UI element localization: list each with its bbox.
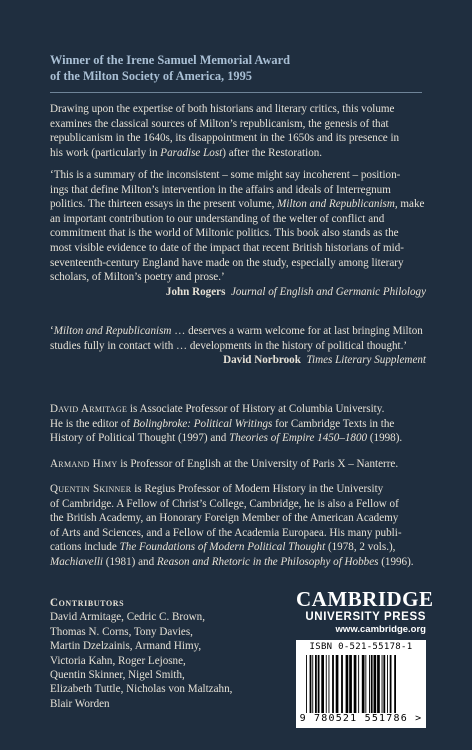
contributors-line: Thomas N. Corns, Tony Davies, — [50, 625, 193, 638]
award-line-2: of the Milton Society of America, 1995 — [50, 69, 252, 83]
reviewer-name: David Norbrook — [223, 354, 301, 367]
award-divider — [50, 92, 422, 93]
editor-name: Quentin Skinner — [50, 483, 132, 495]
review-source: Times Literary Supplement — [306, 354, 426, 367]
ean-number: 9 780521 551786 > — [299, 713, 423, 724]
barcode-panel — [296, 640, 426, 728]
contributors-list — [50, 596, 280, 711]
contributors-line: David Armitage, Cedric C. Brown, — [50, 611, 205, 624]
contributors-line: Blair Worden — [50, 697, 110, 710]
addon-marker: > — [415, 713, 423, 724]
editor-bio-himy: Armand Himy is Professor of English at the University of Paris X – Nanterre. — [50, 458, 399, 470]
editor-bio-armitage: David Armitage is Associate Professor of History at Columbia University. He is the editor of Bolingbroke: Political Writings for Cambridge Texts in the History of Political Thought (1997) and Theories of Empire 1450–1800 (1998). — [50, 403, 403, 445]
contributors-line: Victoria Kahn, Roger Lejosne, — [50, 654, 186, 667]
quote-attribution — [50, 353, 426, 368]
title-paradise-lost: Paradise Lost — [160, 146, 223, 159]
award-heading — [50, 52, 440, 84]
isbn-label: ISBN 0-521-55178-1 — [309, 642, 413, 652]
description-line: his work (particularly in Paradise Lost) after the Restoration. — [50, 146, 323, 159]
publisher-url: www.cambridge.org — [335, 624, 426, 635]
editor-name: David Armitage — [50, 403, 128, 415]
publisher-name: CAMBRIDGE — [296, 587, 434, 611]
publisher-logo — [296, 587, 434, 636]
barcode-bars — [306, 655, 416, 713]
publisher-press: UNIVERSITY PRESS — [305, 611, 426, 623]
review-source: Journal of English and Germanic Philology — [230, 285, 426, 298]
quote-attribution — [50, 285, 426, 300]
contributors-line: Elizabeth Tuttle, Nicholas von Maltzahn, — [50, 683, 233, 696]
editor-name: Armand Himy — [50, 458, 118, 470]
description-line: republicanism in the 1640s, its disappointment in the 1650s and its presence in — [50, 132, 400, 145]
award-line-1: Winner of the Irene Samuel Memorial Award — [50, 53, 290, 67]
editor-bio-skinner: Quentin Skinner is Regius Professor of Modern History in the University of Cambridge. A Fellow of Christ’s College, Cambridge, he is also a Fellow of the British Academy, an Honorary Foreign Member of the American Academy of Arts and Sciences, and a Fellow of the Academia Europaea. His many publi- cations include The Foundations of Modern Political Thought (1978, 2 vols.), Machiavelli (1981) and Reason and Rhetoric in the Philosophy of Hobbes (1996). — [50, 483, 414, 568]
reviewer-name: John Rogers — [165, 285, 226, 298]
review-quote-rogers: ‘This is a summary of the inconsistent – some might say incoherent – position- ings that define Milton’s intervention in the affairs and ideals of Interregnum politics. The thirteen essays in the present volume, Milton and Republicanism, make an important contribution to our understanding of the welter of conflict and commitment that is the world of Miltonic politics. This book also stands as the most visible evidence to date of the impact that recent British historians of mid- seventeenth-century England have made on the study, especially among literary scholars, of Milton’s poetry and prose.’ John Rogers Journal of English and Germanic Philology — [50, 169, 426, 298]
contributors-line: Martin Dzelzainis, Armand Himy, — [50, 640, 202, 653]
review-quote-norbrook: ‘Milton and Republicanism … deserves a warm welcome for at last bringing Milton studies fully in contact with … developments in the history of political thought.’ David Norbrook Times Literary Supplement — [50, 325, 426, 367]
contributors-heading: Contributors — [50, 597, 125, 609]
description-line: examines the classical sources of Milton’s republicanism, the genesis of that — [50, 117, 389, 130]
contributors-line: Quentin Skinner, Nigel Smith, — [50, 669, 185, 682]
description-line: Drawing upon the expertise of both historians and literary critics, this volume — [50, 103, 395, 115]
book-description — [50, 102, 426, 160]
